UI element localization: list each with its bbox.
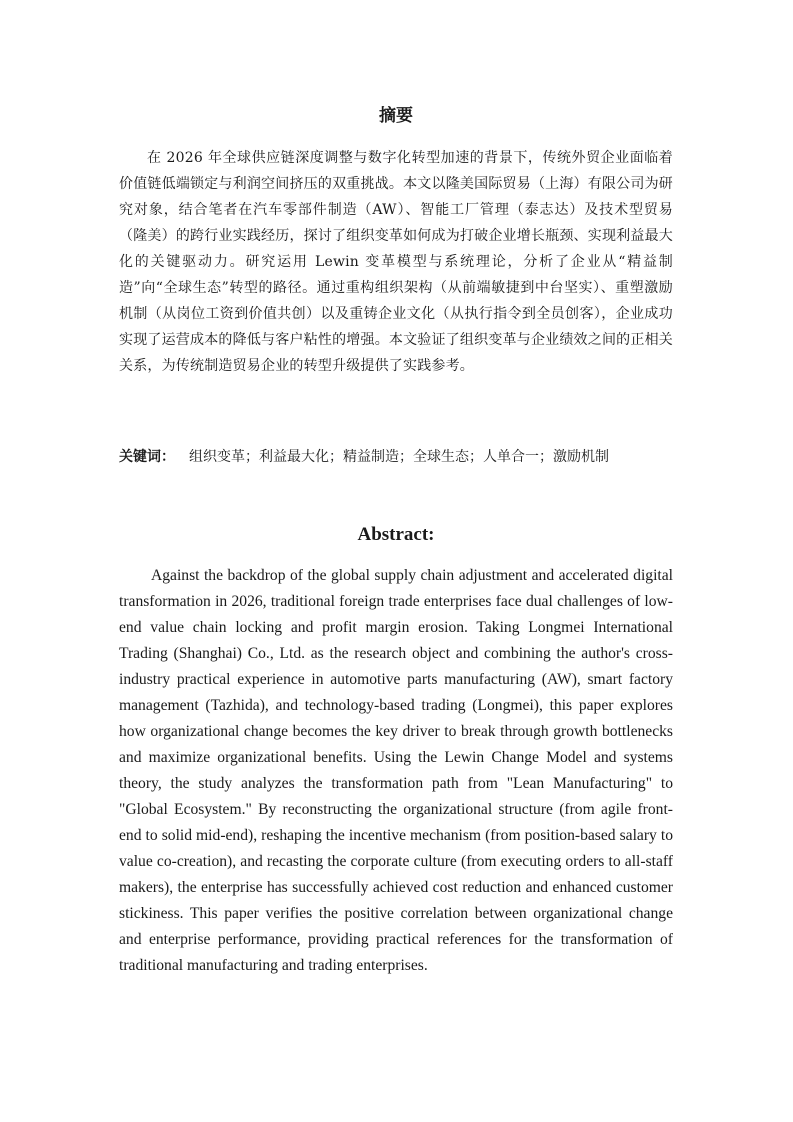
keywords-text: 组织变革；利益最大化；精益制造；全球生态；人单合一；激励机制 — [189, 449, 609, 465]
english-abstract-title: Abstract: — [357, 524, 435, 545]
chinese-abstract-body: 在 2026 年全球供应链深度调整与数字化转型加速的背景下，传统外贸企业面临着价值链低端锁定与利润空间挤压的双重挑战。本文以隆美国际贸易（上海）有限公司为研究对象，结合笔者在汽车零部件制造（AW）、智能工厂管理（泰志达）及技术型贸易（隆美）的跨行业实践经历，探讨了组织变革如何成为打破企业增长瓶颈、实现利益最大化的关键驱动力。研究运用 Lewin 变革模型与系统理论，分析了企业从“精益制造”向“全球生态”转型的路径。通过重构组织架构（从前端敏捷到中台坚实）、重塑激励机制（从岗位工资到价值共创）以及重铸企业文化（从执行指令到全员创客），企业成功实现了运营成本的降低与客户粘性的增强。本文验证了组织变革与企业绩效之间的正相关关系，为传统制造贸易企业的转型升级提供了实践参考。 — [119, 150, 673, 374]
keywords-label: 关键词： — [119, 449, 175, 465]
chinese-abstract-title: 摘要 — [379, 106, 413, 126]
keywords-line — [119, 444, 673, 470]
english-abstract-body: Against the backdrop of the global supply chain adjustment and accelerated digital transformation in 2026, traditional foreign trade enterprises face dual challenges of low-end value chain locking and profit margin erosion. Taking Longmei International Trading (Shanghai) Co., Ltd. as the research object and combining the author's cross-industry practical experience in automotive parts manufacturing (AW), smart factory management (Tazhida), and technology-based trading (Longmei), this paper explores how organizational change becomes the key driver to break through growth bottlenecks and maximize organizational benefits. Using the Lewin Change Model and systems theory, the study analyzes the transformation path from "Lean Manufacturing" to "Global Ecosystem." By reconstructing the organizational structure (from agile front-end to solid mid-end), reshaping the incentive mechanism (from position-based salary to value co-creation), and recasting the corporate culture (from executing orders to all-staff makers), the enterprise has successfully achieved cost reduction and enhanced customer stickiness. This paper verifies the positive correlation between organizational change and enterprise performance, providing practical references for the transformation of traditional manufacturing and trading enterprises. — [119, 567, 673, 974]
